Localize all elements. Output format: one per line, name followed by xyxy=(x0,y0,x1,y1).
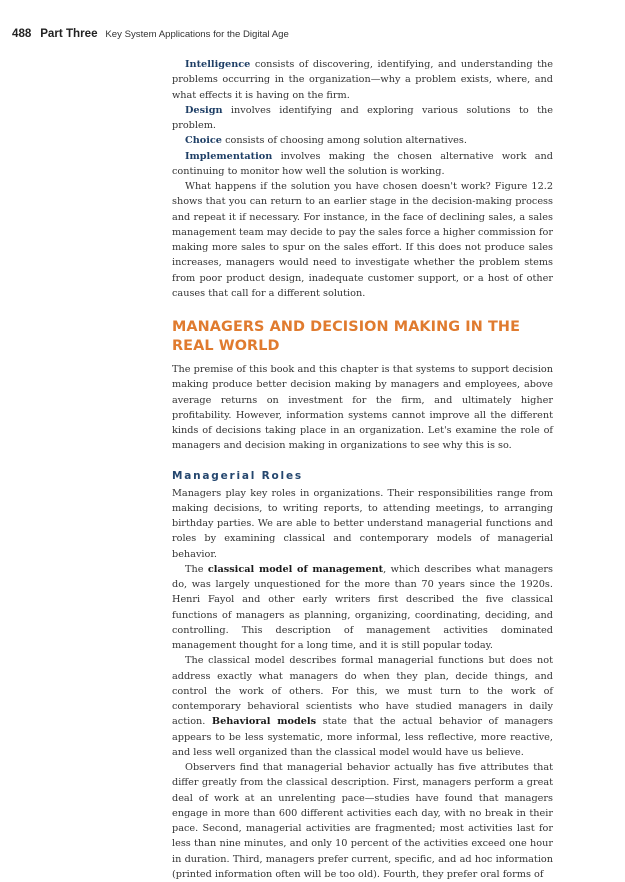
term-implementation: Implementation xyxy=(185,150,273,162)
part-label: Part Three xyxy=(40,27,98,40)
term-choice: Choice xyxy=(185,135,222,147)
running-header xyxy=(12,27,289,40)
term-behavioral-models: Behavioral models xyxy=(211,716,317,728)
observers-paragraph: Observers find that managerial behavior actually has five attributes that differ greatly from the classical description. First, managers perform a great deal of work at an unrelenting pace—studies have found that managers engage in more than 600 different activities each day, with no break in their pace. Second, managerial activities are fragmented; most activities last for less than nine minutes, and only 10 percent of the activities exceed one hour in duration. Third, managers prefer current, specific, and ad hoc information (printed information often will be too old). Fourth, they prefer oral forms of xyxy=(172,762,553,880)
classical-lead: The xyxy=(185,563,204,575)
behavioral-text: state that the actual behavior of managers appears to be less systematic, more informal, less reflective, more reactive, and less well organized than the classical model would have us believe. xyxy=(172,716,553,758)
page-number: 488 xyxy=(12,27,32,40)
design-text: involves identifying and exploring various solutions to the problem. xyxy=(172,104,553,131)
body-column xyxy=(172,57,553,882)
behavioral-lead: The classical model describes formal managerial functions but does not address exactly what managers do when they plan, decide things, and control the work of others. For this, we must turn to the work of contemporary behavioral scientists who have studied managers in daily action. xyxy=(172,655,553,728)
intelligence-text: consists of discovering, identifying, and understanding the problems occurring in the organization—why a problem exists, where, and what effects it is having on the firm. xyxy=(172,59,553,101)
implementation-text: involves making the chosen alternative work and continuing to monitor how well the solution is working. xyxy=(172,150,553,177)
what-happens-paragraph: What happens if the solution you have chosen doesn't work? Figure 12.2 shows that you can return to an earlier stage in the decision-making process and repeat it if necessary. For instance, in the face of declining sales, a sales management team may decide to pay the sales force a higher commission for making more sales to spur on the sales effort. If this does not produce sales increases, managers would need to investigate whether the problem stems from poor product design, inadequate customer support, or a host of other causes that call for a different solution. xyxy=(172,181,553,299)
section-heading: MANAGERS AND DECISION MAKING IN THE REAL WORLD xyxy=(172,319,520,354)
roles-paragraph: Managers play key roles in organizations. Their responsibilities range from making decisions, to writing reports, to attending meetings, to arranging birthday parties. We are able to better understand managerial functions and roles by examining classical and contemporary models of managerial behavior. xyxy=(172,487,553,560)
design-paragraph xyxy=(172,103,553,134)
premise-paragraph: The premise of this book and this chapter is that systems to support decision making produce better decision making by managers and employees, above average returns on investment for the firm, and ultimately higher profitability. However, information systems cannot improve all the different kinds of decisions taking place in an organization. Let's examine the role of managers and decision making in organizations to see why this is so. xyxy=(172,364,553,452)
term-intelligence: Intelligence xyxy=(185,59,251,70)
choice-text: consists of choosing among solution alternatives. xyxy=(225,135,467,147)
term-design: Design xyxy=(185,104,223,116)
subsection-heading: Managerial Roles xyxy=(172,469,303,482)
classical-paragraph xyxy=(172,562,553,654)
term-classical-model: classical model of management xyxy=(207,563,384,575)
intelligence-paragraph xyxy=(172,57,553,103)
classical-text: , which describes what managers do, was largely unquestioned for the more than 70 years since the 1920s. Henri Fayol and other early writers first described the five classical functions of managers as planning, organizing, coordinating, deciding, and controlling. This description of management activities dominated management thought for a long time, and it is still popular today. xyxy=(172,563,553,651)
behavioral-paragraph xyxy=(172,653,553,760)
implementation-paragraph xyxy=(172,149,553,180)
part-title: Key System Applications for the Digital Age xyxy=(105,29,289,40)
choice-paragraph xyxy=(172,133,553,148)
